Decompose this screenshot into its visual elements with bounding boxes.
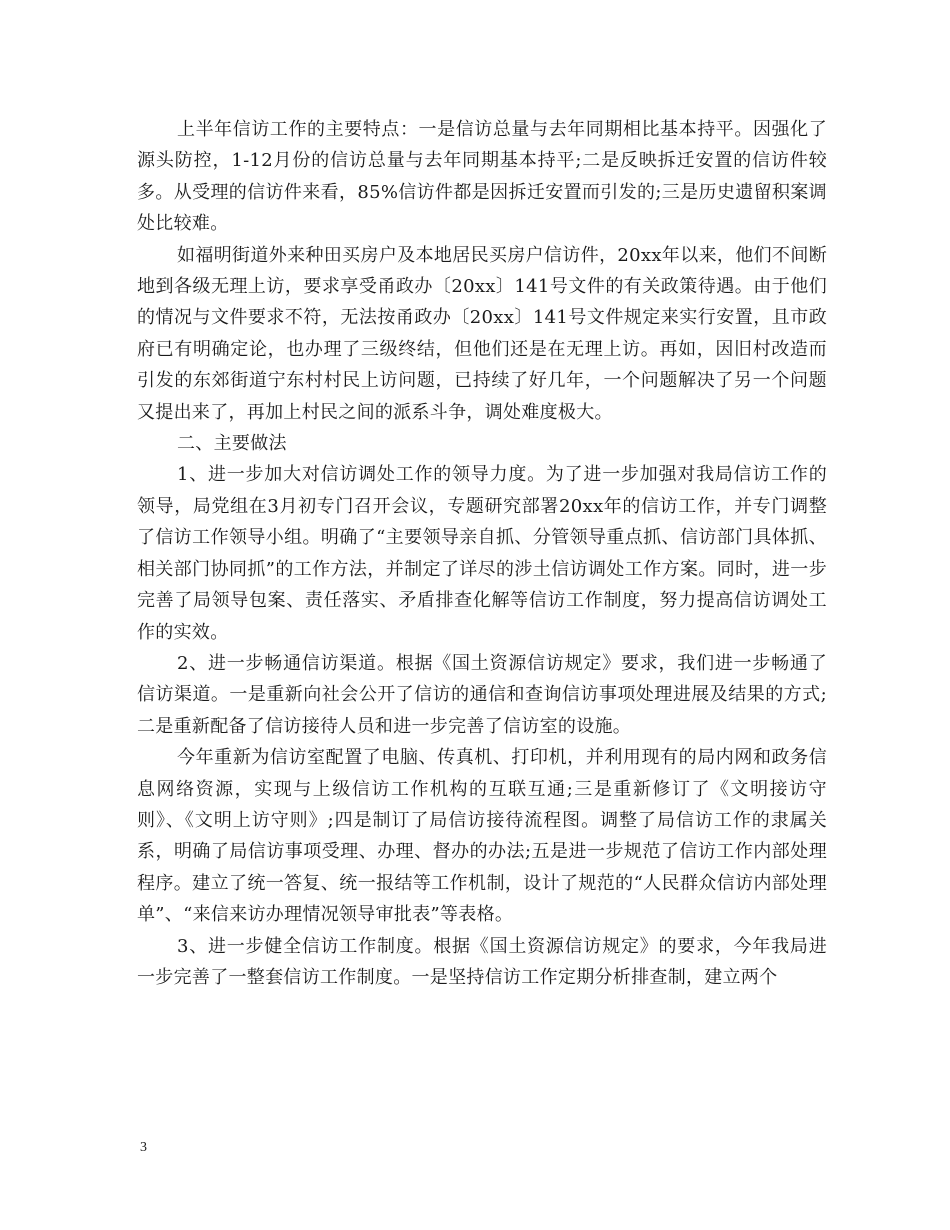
document-body xyxy=(137,114,827,993)
paragraph-equipment: 今年重新为信访室配置了电脑、传真机、打印机，并利用现有的局内网和政务信息网络资源，实现与上级信访工作机构的互联互通;三是重新修订了《文明接访守则》、《文明上访守则》;四是制订了局信访接待流程图。调整了局信访工作的隶属关系，明确了局信访事项受理、办理、督办的办法;五是进一步规范了信访工作内部处理程序。建立了统一答复、统一报结等工作机制，设计了规范的“人民群众信访内部处理单”、“来信来访办理情况领导审批表”等表格。 xyxy=(137,747,827,926)
paragraph-system: 3、进一步健全信访工作制度。根据《国土资源信访规定》的要求，今年我局进一步完善了一整套信访工作制度。一是坚持信访工作定期分析排查制，建立两个 xyxy=(137,935,827,988)
paragraph-leadership: 1、进一步加大对信访调处工作的领导力度。为了进一步加强对我局信访工作的领导，局党组在3月初专门召开会议，专题研究部署20xx年的信访工作，并专门调整了信访工作领导小组。明确了“主要领导亲自抓、分管领导重点抓、信访部门具体抓、相关部门协同抓”的工作方法，并制定了详尽的涉土信访调处工作方案。同时，进一步完善了局领导包案、责任落实、矛盾排查化解等信访工作制度，努力提高信访调处工作的实效。 xyxy=(137,464,827,643)
section-heading-main-practices: 二、主要做法 xyxy=(177,433,287,455)
paragraph-channels: 2、进一步畅通信访渠道。根据《国土资源信访规定》要求，我们进一步畅通了信访渠道。一是重新向社会公开了信访的通信和查询信访事项处理进展及结果的方式;二是重新配备了信访接待人员和进一步完善了信访室的设施。 xyxy=(137,652,827,737)
page-number: 3 xyxy=(140,1140,147,1155)
paragraph-main-features: 上半年信访工作的主要特点：一是信访总量与去年同期相比基本持平。因强化了源头防控，1-12月份的信访总量与去年同期基本持平;二是反映拆迁安置的信访件较多。从受理的信访件来看，85%信访件都是因拆迁安置而引发的;三是历史遗留积案调处比较难。 xyxy=(137,119,827,235)
paragraph-example-cases: 如福明街道外来种田买房户及本地居民买房户信访件，20xx年以来，他们不间断地到各级无理上访，要求享受甬政办〔20xx〕141号文件的有关政策待遇。由于他们的情况与文件要求不符，无法按甬政办〔20xx〕141号文件规定来实行安置，且市政府已有明确定论，也办理了三级终结，但他们还是在无理上访。再如，因旧村改造而引发的东郊街道宁东村村民上访问题，已持续了好几年，一个问题解决了另一个问题又提出来了，再加上村民之间的派系斗争，调处难度极大。 xyxy=(137,244,827,423)
